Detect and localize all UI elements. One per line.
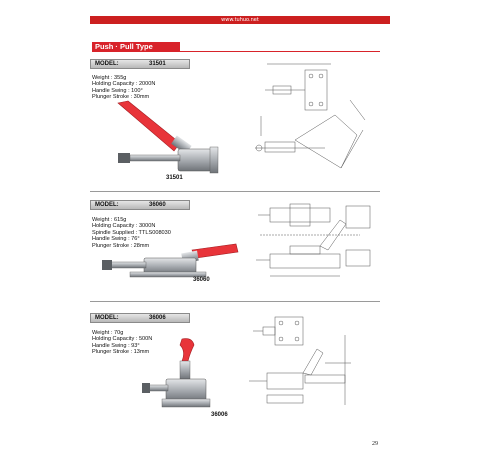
model-number: 31501 bbox=[149, 61, 166, 67]
spec-holding-capacity: Holding Capacity : 500N bbox=[92, 336, 153, 343]
section-title: Push · Pull Type bbox=[92, 42, 180, 52]
model-bar-31501 bbox=[90, 59, 190, 69]
clamp-photo-36060 bbox=[100, 240, 245, 285]
section-divider bbox=[90, 191, 380, 192]
technical-drawing-36060 bbox=[250, 200, 380, 295]
spec-spindle-supplied: Spindle Supplied : TTLS008030 bbox=[92, 229, 171, 236]
model-label: MODEL: bbox=[95, 61, 119, 67]
spec-plunger-stroke: Plunger Stroke : 30mm bbox=[92, 94, 150, 101]
model-bar-36006 bbox=[90, 313, 190, 323]
spec-plunger-stroke: Plunger Stroke : 13mm bbox=[92, 349, 150, 356]
spec-weight: Weight : 615g bbox=[92, 217, 127, 223]
spec-handle-swing: Handle Swing : 93° bbox=[92, 342, 140, 349]
spec-handle-swing: Handle Swing : 76° bbox=[92, 236, 140, 243]
website-url-bar[interactable]: www.tuhuo.net bbox=[90, 16, 390, 24]
technical-drawing-31501 bbox=[245, 60, 380, 180]
spec-weight: Weight : 355g bbox=[92, 75, 127, 81]
model-number: 36060 bbox=[149, 202, 166, 208]
model-label: MODEL: bbox=[95, 202, 119, 208]
model-bar-36060 bbox=[90, 200, 190, 210]
clamp-photo-36006 bbox=[140, 335, 220, 420]
spec-holding-capacity: Holding Capacity : 3000N bbox=[92, 223, 156, 230]
section-underline bbox=[92, 51, 380, 52]
model-number: 36006 bbox=[149, 315, 166, 321]
model-label: MODEL: bbox=[95, 315, 119, 321]
model-code-label: 36060 bbox=[193, 277, 210, 283]
model-code-label: 31501 bbox=[166, 175, 183, 181]
clamp-photo-31501 bbox=[100, 95, 230, 180]
spec-holding-capacity: Holding Capacity : 2000N bbox=[92, 81, 156, 88]
spec-weight: Weight : 70g bbox=[92, 330, 124, 336]
technical-drawing-36006 bbox=[245, 315, 375, 425]
model-code-label: 36006 bbox=[211, 412, 228, 418]
spec-plunger-stroke: Plunger Stroke : 28mm bbox=[92, 242, 150, 249]
spec-handle-swing: Handle Swing : 100° bbox=[92, 87, 143, 94]
page-number: 29 bbox=[372, 441, 378, 447]
section-divider bbox=[90, 301, 380, 302]
